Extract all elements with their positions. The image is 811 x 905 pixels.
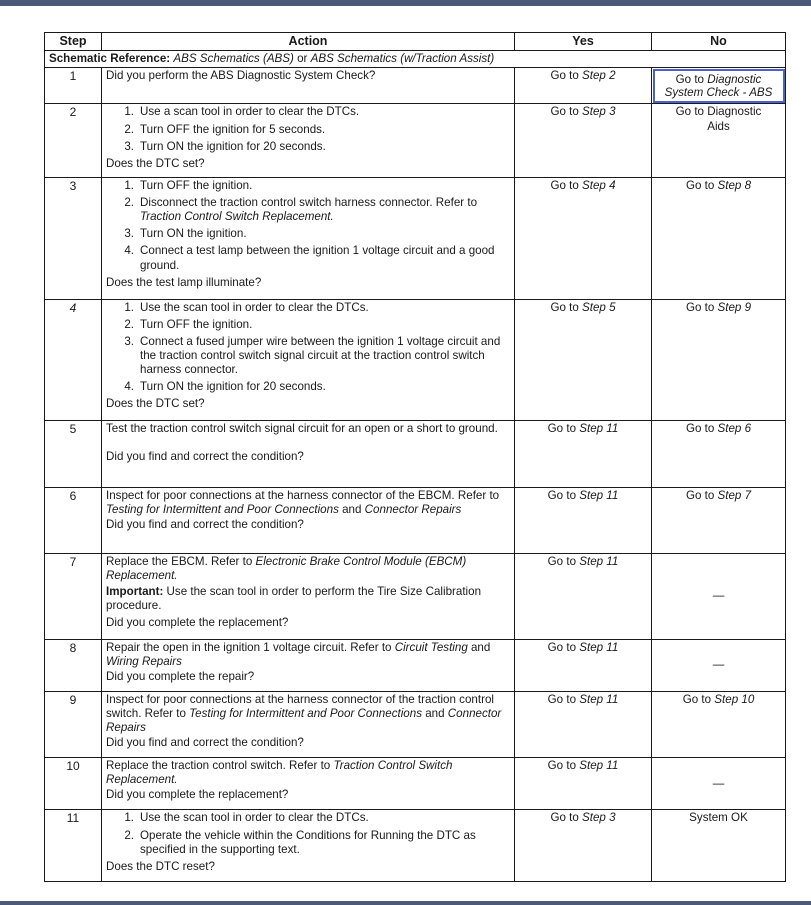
yes-cell: Go to Step 11 xyxy=(515,421,652,487)
no-cell: Go to Step 10 xyxy=(652,691,786,757)
no-cell xyxy=(652,554,786,639)
yes-cell: Go to Step 11 xyxy=(515,691,652,757)
link-step[interactable]: Step 11 xyxy=(579,692,619,706)
step-number: 1 xyxy=(45,68,102,104)
dash: — xyxy=(712,589,725,603)
link-step[interactable]: Step 7 xyxy=(717,488,752,502)
link-step[interactable]: Step 11 xyxy=(579,555,619,569)
table-row xyxy=(45,758,786,810)
yes-cell: Go to Step 3 xyxy=(515,104,652,177)
link-circuit-testing[interactable]: Circuit Testing xyxy=(394,640,468,654)
header-row xyxy=(45,33,786,51)
bottom-window-border xyxy=(0,901,811,905)
action-cell: Test the traction control switch signal circuit for an open or a short to ground. Did you find and correct the condition? xyxy=(102,421,515,487)
link-step[interactable]: Step 10 xyxy=(714,692,755,706)
table-row xyxy=(45,487,786,553)
link-step[interactable]: Step 11 xyxy=(579,422,619,436)
table-row xyxy=(45,421,786,487)
action-cell: 1. Use the scan tool in order to clear the DTCs. 2. Operate the vehicle within the Conditions for Running the DTC as specified in the supporting text. Does the DTC reset? xyxy=(102,810,515,882)
no-cell xyxy=(652,758,786,810)
action-cell: 1. Use the scan tool in order to clear the DTCs. 2. Turn OFF the ignition. 3. Connect a fused jumper wire between the ignition 1 voltage circuit and the traction control switch signal circuit at the traction control switch harness connector. 4. Turn ON the ignition for 20 seconds. Does the DTC set? xyxy=(102,299,515,421)
important-label: Important: xyxy=(106,585,164,599)
question: Does the DTC set? xyxy=(106,397,205,411)
link-connector-repairs[interactable]: Connector Repairs xyxy=(106,706,502,735)
link-step[interactable]: Step 5 xyxy=(582,300,616,314)
question: Did you find and correct the condition? xyxy=(106,517,304,531)
no-cell-selected[interactable]: Go to Diagnostic System Check - ABS xyxy=(652,68,786,104)
link-step[interactable]: Step 2 xyxy=(582,69,616,83)
table-row xyxy=(45,639,786,691)
question: Does the DTC set? xyxy=(106,156,205,170)
dash: — xyxy=(712,658,725,672)
schematic-reference: Schematic Reference: ABS Schematics (ABS) or ABS Schematics (w/Traction Assist) xyxy=(45,51,786,68)
yes-cell: Go to Step 11 xyxy=(515,487,652,553)
link-step[interactable]: Step 11 xyxy=(579,759,619,773)
schematic-label: Schematic Reference: xyxy=(49,52,171,65)
action-cell: Inspect for poor connections at the harness connector of the EBCM. Refer to Testing for Intermittent and Poor Connections and Connector Repairs Did you find and correct the condition? xyxy=(102,487,515,553)
step-number: 11 xyxy=(45,810,102,882)
link-traction-switch-replacement[interactable]: Traction Control Switch Replacement. xyxy=(106,759,453,787)
no-cell: Go to Step 7 xyxy=(652,487,786,553)
link-step[interactable]: Step 6 xyxy=(717,422,752,436)
question: Did you find and correct the condition? xyxy=(106,450,304,464)
step-number: 5 xyxy=(45,421,102,487)
link-step[interactable]: Step 11 xyxy=(579,640,619,654)
link-step[interactable]: Step 11 xyxy=(579,488,619,502)
no-cell xyxy=(652,104,786,177)
table-row xyxy=(45,299,786,421)
link-traction-switch-replacement[interactable]: Traction Control Switch Replacement. xyxy=(140,210,334,224)
step-number: 4 xyxy=(45,299,102,421)
link-step[interactable]: Step 4 xyxy=(582,178,616,192)
action-cell: Replace the EBCM. Refer to Electronic Brake Control Module (EBCM) Replacement. Important: Use the scan tool in order to perform the Tire Size Calibration procedure. Did you complete the replacement? xyxy=(102,554,515,639)
question: Did you complete the replacement? xyxy=(106,615,289,629)
link-testing-intermittent[interactable]: Testing for Intermittent and Poor Connections xyxy=(106,502,339,516)
action-cell: Inspect for poor connections at the harness connector of the traction control switch. Refer to Testing for Intermittent and Poor Connections and Connector Repairs Did you find and correct the condition? xyxy=(102,691,515,757)
header-step: Step xyxy=(45,33,102,51)
action-cell: Repair the open in the ignition 1 voltage circuit. Refer to Circuit Testing and Wiring Repairs Did you complete the repair? xyxy=(102,639,515,691)
table-row xyxy=(45,554,786,639)
yes-cell: Go to Step 4 xyxy=(515,177,652,299)
yes-cell: Go to Step 11 xyxy=(515,639,652,691)
top-window-border xyxy=(0,0,811,6)
step-number: 10 xyxy=(45,758,102,810)
step-number: 3 xyxy=(45,177,102,299)
dash: — xyxy=(712,776,725,790)
link-step[interactable]: Step 3 xyxy=(582,811,616,825)
table-row xyxy=(45,68,786,104)
link-diagnostic-aids[interactable]: Go to Diagnostic Aids xyxy=(675,105,762,133)
link-diagnostic-system-check[interactable]: Diagnostic System Check - ABS xyxy=(664,72,773,99)
system-ok: System OK xyxy=(689,811,748,825)
yes-cell: Go to Step 11 xyxy=(515,554,652,639)
table-row xyxy=(45,177,786,299)
link-testing-intermittent[interactable]: Testing for Intermittent and Poor Connections xyxy=(189,706,422,720)
no-cell: Go to Step 6 xyxy=(652,421,786,487)
link-connector-repairs[interactable]: Connector Repairs xyxy=(364,502,462,516)
table-row xyxy=(45,104,786,177)
header-yes: Yes xyxy=(515,33,652,51)
step-number: 8 xyxy=(45,639,102,691)
yes-cell: Go to Step 5 xyxy=(515,299,652,421)
no-cell xyxy=(652,810,786,882)
schematic-row xyxy=(45,51,786,68)
no-cell xyxy=(652,639,786,691)
step-number: 7 xyxy=(45,554,102,639)
diagnostic-table xyxy=(44,32,786,882)
table-row xyxy=(45,691,786,757)
question: Did you complete the replacement? xyxy=(106,788,289,802)
link-step[interactable]: Step 9 xyxy=(717,300,752,314)
step-number: 6 xyxy=(45,487,102,553)
header-action: Action xyxy=(102,33,515,51)
step-number: 9 xyxy=(45,691,102,757)
link-wiring-repairs[interactable]: Wiring Repairs xyxy=(106,654,182,668)
schematic-link-traction[interactable]: ABS Schematics (w/Traction Assist) xyxy=(310,52,495,65)
no-cell: Go to Step 8 xyxy=(652,177,786,299)
link-step[interactable]: Step 3 xyxy=(582,105,616,119)
schematic-link-abs[interactable]: ABS Schematics (ABS) xyxy=(173,52,294,65)
question: Does the test lamp illuminate? xyxy=(106,275,262,289)
link-ebcm-replacement[interactable]: Electronic Brake Control Module (EBCM) Replacement. xyxy=(106,555,467,583)
question: Does the DTC reset? xyxy=(106,859,215,873)
link-step[interactable]: Step 8 xyxy=(717,178,752,192)
header-no: No xyxy=(652,33,786,51)
action-cell: Replace the traction control switch. Refer to Traction Control Switch Replacement. Did you complete the replacement? xyxy=(102,758,515,810)
question: Did you complete the repair? xyxy=(106,669,255,683)
action-cell: 1. Turn OFF the ignition. 2. Disconnect the traction control switch harness connector. Refer to Traction Control Switch Replacement. 3. Turn ON the ignition. 4. Connect a test lamp between the ignition 1 voltage circuit and a good ground. Does the test lamp illuminate? xyxy=(102,177,515,299)
yes-cell: Go to Step 2 xyxy=(515,68,652,104)
action-cell: 1. Use a scan tool in order to clear the DTCs. 2. Turn OFF the ignition for 5 seconds. 3. Turn ON the ignition for 20 seconds. Does the DTC set? xyxy=(102,104,515,177)
yes-cell: Go to Step 3 xyxy=(515,810,652,882)
yes-cell: Go to Step 11 xyxy=(515,758,652,810)
table-row xyxy=(45,810,786,882)
action-cell: Did you perform the ABS Diagnostic System Check? xyxy=(102,68,515,104)
question: Did you find and correct the condition? xyxy=(106,736,304,750)
no-cell: Go to Step 9 xyxy=(652,299,786,421)
step-number: 2 xyxy=(45,104,102,177)
